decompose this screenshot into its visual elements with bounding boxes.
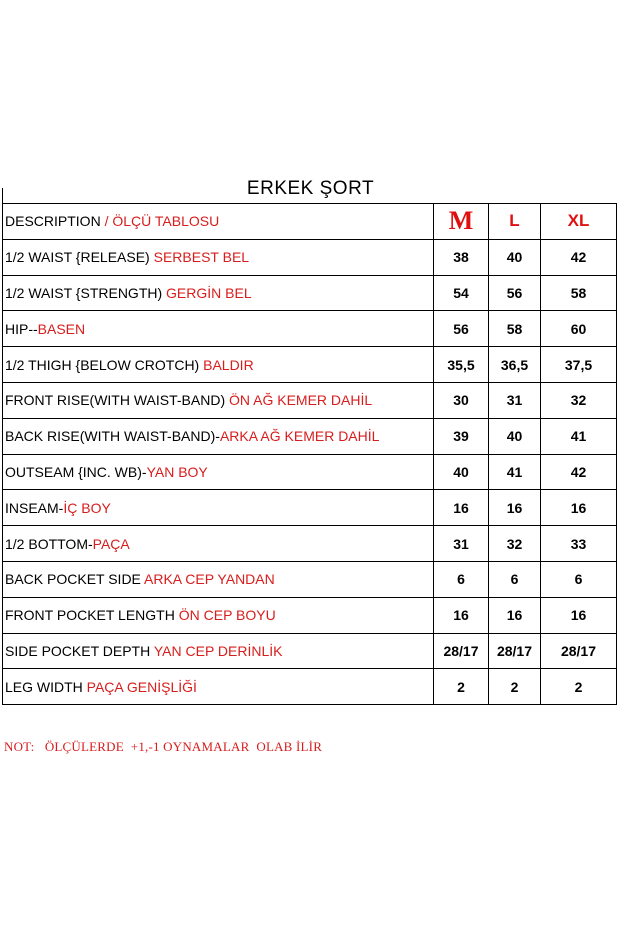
size-value-m: 30 [434, 382, 489, 418]
measurement-label-en: INSEAM- [5, 499, 64, 516]
size-value-xl: 42 [541, 454, 617, 490]
measurement-label-en: OUTSEAM {INC. WB)- [5, 463, 147, 480]
measurement-label-tr: BASEN [37, 320, 86, 337]
size-value-l: 28/17 [489, 633, 541, 669]
size-value-xl: 42 [541, 239, 617, 275]
size-table [2, 203, 617, 705]
size-value-m: 35,5 [434, 347, 489, 383]
measurement-description [3, 418, 434, 454]
size-value-l: 56 [489, 275, 541, 311]
size-value-m: 28/17 [434, 633, 489, 669]
size-value-l: 40 [489, 418, 541, 454]
size-value-xl: 33 [541, 526, 617, 562]
measurement-label-tr: ÖN CEP BOYU [178, 607, 276, 624]
size-value-m: 54 [434, 275, 489, 311]
size-value-l: 31 [489, 382, 541, 418]
measurement-label-tr: ARKA CEP YANDAN [144, 571, 275, 588]
size-value-m: 39 [434, 418, 489, 454]
header-desc-tr: / ÖLÇÜ TABLOSU [100, 213, 220, 230]
size-value-m: 16 [434, 490, 489, 526]
size-value-m: 6 [434, 561, 489, 597]
size-value-xl: 41 [541, 418, 617, 454]
table-row [3, 633, 617, 669]
table-row [3, 669, 617, 705]
size-value-m: 40 [434, 454, 489, 490]
size-value-l: 32 [489, 526, 541, 562]
table-row [3, 311, 617, 347]
measurement-description [3, 597, 434, 633]
measurement-label-tr: SERBEST BEL [153, 249, 250, 266]
measurement-description [3, 490, 434, 526]
header-desc-en: DESCRIPTION [5, 213, 101, 230]
size-value-m: 31 [434, 526, 489, 562]
table-row [3, 526, 617, 562]
size-value-l: 6 [489, 561, 541, 597]
chart-title: ERKEK ŞORT [246, 178, 375, 199]
frame-divider [2, 188, 3, 204]
measurement-label-en: 1/2 WAIST {STRENGTH) [5, 284, 167, 301]
measurement-description [3, 239, 434, 275]
size-value-m: 16 [434, 597, 489, 633]
table-row [3, 347, 617, 383]
measurement-label-en: SIDE POCKET DEPTH [5, 642, 154, 659]
measurement-description [3, 669, 434, 705]
size-header-l: L [489, 204, 541, 240]
table-row [3, 454, 617, 490]
table-row [3, 561, 617, 597]
measurement-description [3, 275, 434, 311]
measurement-label-tr: PAÇA [92, 535, 130, 552]
table-row [3, 239, 617, 275]
size-value-m: 38 [434, 239, 489, 275]
note-text: NOT: ÖLÇÜLERDE +1,-1 OYNAMALAR OLAB İLİR [4, 739, 323, 754]
size-header-m: M [434, 204, 489, 240]
measurement-description [3, 347, 434, 383]
measurement-label-tr: PAÇA GENİŞLİĞİ [86, 678, 197, 695]
measurement-label-tr: YAN CEP DERİNLİK [153, 642, 283, 659]
size-value-l: 16 [489, 597, 541, 633]
table-row [3, 490, 617, 526]
size-value-l: 36,5 [489, 347, 541, 383]
measurement-label-en: 1/2 BOTTOM- [5, 535, 93, 552]
measurement-description [3, 633, 434, 669]
measurement-description [3, 561, 434, 597]
measurement-label-en: FRONT RISE(WITH WAIST-BAND) [5, 392, 229, 409]
size-value-xl: 28/17 [541, 633, 617, 669]
size-value-l: 58 [489, 311, 541, 347]
measurement-label-en: FRONT POCKET LENGTH [5, 607, 179, 624]
size-value-l: 40 [489, 239, 541, 275]
size-value-xl: 32 [541, 382, 617, 418]
table-header-row [3, 204, 617, 240]
size-value-l: 2 [489, 669, 541, 705]
measurement-label-tr: GERGİN BEL [166, 284, 252, 301]
measurement-description [3, 311, 434, 347]
size-value-m: 56 [434, 311, 489, 347]
size-value-l: 16 [489, 490, 541, 526]
measurement-label-tr: ARKA AĞ KEMER DAHİL [219, 428, 380, 445]
table-row [3, 597, 617, 633]
size-value-xl: 37,5 [541, 347, 617, 383]
size-value-m: 2 [434, 669, 489, 705]
measurement-label-tr: İÇ BOY [63, 499, 111, 516]
measurement-description [3, 382, 434, 418]
size-value-xl: 60 [541, 311, 617, 347]
size-value-xl: 2 [541, 669, 617, 705]
measurement-description [3, 454, 434, 490]
measurement-label-en: LEG WIDTH [5, 678, 87, 695]
measurement-label-tr: YAN BOY [146, 463, 208, 480]
table-row [3, 275, 617, 311]
size-value-xl: 6 [541, 561, 617, 597]
size-value-xl: 16 [541, 597, 617, 633]
measurement-label-en: HIP-- [5, 320, 38, 337]
measurement-label-tr: BALDIR [203, 356, 254, 373]
measurement-label-en: BACK RISE(WITH WAIST-BAND)- [5, 428, 220, 445]
measurement-description [3, 526, 434, 562]
measurement-label-en: 1/2 WAIST {RELEASE) [5, 249, 154, 266]
table-row [3, 382, 617, 418]
table-row [3, 418, 617, 454]
size-header-xl: XL [541, 204, 617, 240]
measurement-label-tr: ÖN AĞ KEMER DAHİL [229, 392, 373, 409]
header-description [3, 204, 434, 240]
measurement-label-en: BACK POCKET SIDE [5, 571, 145, 588]
size-value-xl: 58 [541, 275, 617, 311]
measurement-label-en: 1/2 THIGH {BELOW CROTCH) [5, 356, 204, 373]
size-value-xl: 16 [541, 490, 617, 526]
size-value-l: 41 [489, 454, 541, 490]
